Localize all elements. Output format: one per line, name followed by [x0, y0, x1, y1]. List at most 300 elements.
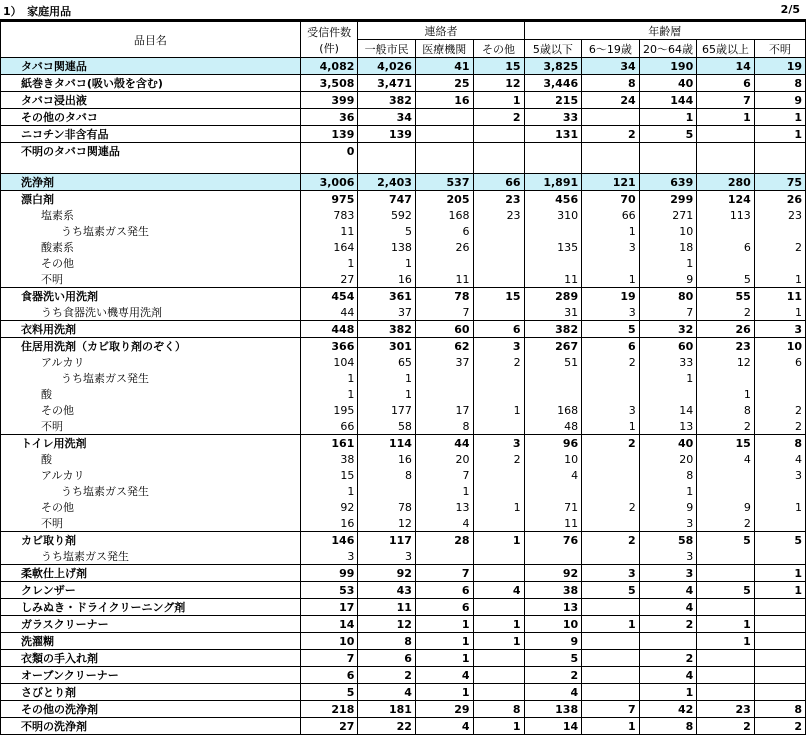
cell-value: 1	[639, 109, 697, 126]
cell-value: 32	[639, 321, 697, 338]
cell-value: 104	[300, 354, 358, 370]
cell-value: 8	[754, 75, 805, 92]
cell-value: 1	[473, 616, 524, 633]
cell-value: 16	[358, 451, 416, 467]
cell-value: 2	[697, 304, 755, 321]
cell-value: 26	[754, 191, 805, 208]
cell-value: 1	[300, 255, 358, 271]
cell-value: 1	[697, 633, 755, 650]
cell-value: 1	[415, 616, 473, 633]
row-item-name: 食器洗い用洗剤	[1, 288, 301, 305]
cell-value: 44	[415, 435, 473, 452]
cell-value: 96	[524, 435, 582, 452]
cell-value: 138	[524, 701, 582, 718]
cell-value: 1	[639, 255, 697, 271]
cell-value: 280	[697, 174, 755, 191]
cell-value: 10	[754, 338, 805, 355]
table-row	[1, 667, 806, 684]
cell-value: 43	[358, 582, 416, 599]
cell-value: 3	[300, 548, 358, 565]
cell-value: 2	[639, 616, 697, 633]
table-row	[1, 288, 806, 305]
cell-value: 9	[524, 633, 582, 650]
cell-value: 8	[582, 75, 640, 92]
cell-value	[415, 386, 473, 402]
cell-value	[415, 109, 473, 126]
cell-value: 114	[358, 435, 416, 452]
statistics-table	[0, 21, 806, 735]
cell-value	[697, 667, 755, 684]
cell-value: 8	[639, 467, 697, 483]
cell-value	[524, 548, 582, 565]
cell-value: 16	[358, 271, 416, 288]
cell-value: 23	[697, 701, 755, 718]
cell-value: 3	[473, 435, 524, 452]
cell-value: 4,026	[358, 58, 416, 75]
cell-value	[582, 109, 640, 126]
cell-value: 15	[473, 58, 524, 75]
table-row	[1, 650, 806, 667]
cell-value: 1	[415, 650, 473, 667]
received-count-label: 受信件数	[307, 25, 352, 39]
cell-value: 3	[754, 467, 805, 483]
cell-value: 66	[473, 174, 524, 191]
cell-value: 78	[358, 499, 416, 515]
cell-value	[582, 386, 640, 402]
cell-value	[582, 548, 640, 565]
row-item-name: さびとり剤	[1, 684, 301, 701]
cell-value	[754, 386, 805, 402]
cell-value: 12	[697, 354, 755, 370]
cell-value: 135	[524, 239, 582, 255]
cell-value: 41	[415, 58, 473, 75]
cell-value: 15	[697, 435, 755, 452]
cell-value: 22	[358, 718, 416, 735]
cell-value	[582, 370, 640, 386]
cell-value: 9	[639, 499, 697, 515]
cell-value: 24	[582, 92, 640, 109]
cell-value: 146	[300, 532, 358, 549]
cell-value	[639, 633, 697, 650]
cell-value: 131	[524, 126, 582, 143]
cell-value: 3,446	[524, 75, 582, 92]
row-item-name: タバコ関連品	[1, 58, 301, 75]
table-row	[1, 92, 806, 109]
cell-value: 2	[754, 718, 805, 735]
table-row	[1, 451, 806, 467]
cell-value: 1	[415, 483, 473, 499]
cell-value: 1	[697, 616, 755, 633]
cell-value: 3	[639, 565, 697, 582]
cell-value: 53	[300, 582, 358, 599]
cell-value: 3,825	[524, 58, 582, 75]
table-row	[1, 402, 806, 418]
cell-value: 1	[697, 109, 755, 126]
cell-value: 9	[697, 499, 755, 515]
cell-value: 12	[473, 75, 524, 92]
table-row	[1, 418, 806, 435]
cell-value	[754, 599, 805, 616]
cell-value: 36	[300, 109, 358, 126]
cell-value: 382	[524, 321, 582, 338]
cell-value	[697, 467, 755, 483]
cell-value	[415, 143, 473, 160]
cell-value: 33	[524, 109, 582, 126]
cell-value: 8	[639, 718, 697, 735]
table-row	[1, 159, 806, 174]
cell-value: 299	[639, 191, 697, 208]
cell-value: 78	[415, 288, 473, 305]
cell-value: 1	[415, 684, 473, 701]
cell-value	[473, 548, 524, 565]
row-item-name: その他	[1, 499, 301, 515]
cell-value: 38	[524, 582, 582, 599]
cell-value: 4	[473, 582, 524, 599]
row-item-name: アルカリ	[1, 467, 301, 483]
cell-value: 6	[415, 582, 473, 599]
cell-value: 177	[358, 402, 416, 418]
cell-value	[473, 565, 524, 582]
cell-value: 6	[358, 650, 416, 667]
table-row	[1, 599, 806, 616]
cell-value: 48	[524, 418, 582, 435]
cell-value: 17	[300, 599, 358, 616]
col-group-contact: 連絡者	[358, 22, 524, 40]
cell-value: 11	[415, 271, 473, 288]
cell-value: 0	[300, 143, 358, 160]
cell-value: 71	[524, 499, 582, 515]
cell-value: 2	[639, 650, 697, 667]
row-item-name: 不明	[1, 515, 301, 532]
cell-value: 8	[697, 402, 755, 418]
cell-value	[754, 483, 805, 499]
cell-value	[473, 239, 524, 255]
cell-value: 7	[415, 565, 473, 582]
cell-value: 23	[473, 191, 524, 208]
cell-value	[697, 126, 755, 143]
cell-value	[473, 271, 524, 288]
table-row	[1, 701, 806, 718]
cell-value	[754, 667, 805, 684]
cell-value	[754, 548, 805, 565]
category-row	[1, 174, 806, 191]
cell-value: 1	[358, 255, 416, 271]
cell-value: 6	[415, 223, 473, 239]
row-item-name: 酸	[1, 386, 301, 402]
cell-value: 1	[582, 418, 640, 435]
table-row	[1, 109, 806, 126]
table-row	[1, 633, 806, 650]
cell-value	[473, 667, 524, 684]
cell-value	[358, 159, 416, 174]
cell-value: 15	[300, 467, 358, 483]
table-row	[1, 304, 806, 321]
cell-value: 6	[415, 599, 473, 616]
cell-value: 1	[754, 499, 805, 515]
cell-value: 1	[582, 271, 640, 288]
cell-value: 3	[639, 515, 697, 532]
category-row	[1, 58, 806, 75]
cell-value: 8	[358, 633, 416, 650]
cell-value: 3	[582, 239, 640, 255]
cell-value	[697, 223, 755, 239]
cell-value: 40	[639, 75, 697, 92]
table-row	[1, 483, 806, 499]
cell-value: 5	[524, 650, 582, 667]
page-number: 2/5	[780, 3, 800, 16]
cell-value: 366	[300, 338, 358, 355]
cell-value: 3,508	[300, 75, 358, 92]
cell-value	[473, 684, 524, 701]
cell-value	[524, 159, 582, 174]
cell-value: 11	[754, 288, 805, 305]
cell-value: 4	[697, 451, 755, 467]
row-item-name: 洗濯糊	[1, 633, 301, 650]
cell-value	[582, 143, 640, 160]
table-body	[1, 58, 806, 735]
cell-value: 1	[473, 402, 524, 418]
table-row	[1, 684, 806, 701]
cell-value: 12	[358, 616, 416, 633]
cell-value	[582, 483, 640, 499]
cell-value	[754, 159, 805, 174]
col-header-age-under5: 5歳以下	[524, 40, 582, 58]
cell-value: 1	[697, 386, 755, 402]
cell-value: 66	[582, 207, 640, 223]
cell-value: 5	[582, 321, 640, 338]
col-header-medical: 医療機関	[415, 40, 473, 58]
cell-value: 639	[639, 174, 697, 191]
cell-value: 138	[358, 239, 416, 255]
cell-value: 1	[754, 565, 805, 582]
cell-value: 2	[754, 239, 805, 255]
table-row	[1, 616, 806, 633]
table-row	[1, 386, 806, 402]
received-count-unit: (件)	[319, 41, 339, 55]
cell-value: 1	[473, 633, 524, 650]
cell-value: 12	[358, 515, 416, 532]
row-item-name: うち塩素ガス発生	[1, 223, 301, 239]
table-row	[1, 370, 806, 386]
cell-value: 1	[582, 223, 640, 239]
cell-value	[473, 223, 524, 239]
cell-value	[582, 667, 640, 684]
cell-value: 27	[300, 718, 358, 735]
cell-value: 10	[300, 633, 358, 650]
cell-value: 8	[754, 435, 805, 452]
cell-value: 37	[358, 304, 416, 321]
cell-value	[639, 159, 697, 174]
table-row	[1, 354, 806, 370]
cell-value	[754, 370, 805, 386]
cell-value: 289	[524, 288, 582, 305]
row-item-name: うち食器洗い機専用洗剤	[1, 304, 301, 321]
cell-value: 5	[582, 582, 640, 599]
cell-value: 1	[582, 718, 640, 735]
cell-value	[754, 143, 805, 160]
cell-value: 4	[754, 451, 805, 467]
cell-value	[582, 159, 640, 174]
row-item-name: 不明の洗浄剤	[1, 718, 301, 735]
col-header-item-name: 品目名	[1, 22, 301, 58]
cell-value: 9	[754, 92, 805, 109]
cell-value: 8	[415, 418, 473, 435]
cell-value	[582, 633, 640, 650]
table-row	[1, 207, 806, 223]
cell-value: 301	[358, 338, 416, 355]
cell-value: 1	[358, 386, 416, 402]
cell-value: 4	[524, 684, 582, 701]
cell-value: 218	[300, 701, 358, 718]
table-row	[1, 515, 806, 532]
cell-value: 5	[639, 126, 697, 143]
cell-value: 34	[358, 109, 416, 126]
cell-value: 51	[524, 354, 582, 370]
cell-value: 448	[300, 321, 358, 338]
cell-value: 80	[639, 288, 697, 305]
cell-value: 6	[582, 338, 640, 355]
table-row	[1, 75, 806, 92]
cell-value: 454	[300, 288, 358, 305]
cell-value: 2	[697, 418, 755, 435]
cell-value: 1	[754, 109, 805, 126]
cell-value: 10	[524, 451, 582, 467]
table-row	[1, 255, 806, 271]
cell-value	[754, 255, 805, 271]
cell-value	[582, 255, 640, 271]
cell-value: 60	[415, 321, 473, 338]
cell-value	[415, 548, 473, 565]
cell-value	[473, 515, 524, 532]
cell-value: 4	[415, 718, 473, 735]
cell-value: 75	[754, 174, 805, 191]
cell-value: 11	[524, 271, 582, 288]
cell-value: 10	[639, 223, 697, 239]
cell-value: 44	[300, 304, 358, 321]
cell-value: 6	[697, 239, 755, 255]
row-item-name: オーブンクリーナー	[1, 667, 301, 684]
cell-value: 117	[358, 532, 416, 549]
cell-value: 23	[754, 207, 805, 223]
row-item-name: 不明	[1, 418, 301, 435]
cell-value: 5	[754, 532, 805, 549]
cell-value: 60	[639, 338, 697, 355]
cell-value	[582, 650, 640, 667]
cell-value	[524, 483, 582, 499]
cell-value: 164	[300, 239, 358, 255]
row-item-name: カビ取り剤	[1, 532, 301, 549]
cell-value: 2	[697, 718, 755, 735]
cell-value: 7	[697, 92, 755, 109]
cell-value	[358, 483, 416, 499]
cell-value: 25	[415, 75, 473, 92]
cell-value: 28	[415, 532, 473, 549]
cell-value: 5	[300, 684, 358, 701]
table-row	[1, 143, 806, 160]
cell-value	[754, 223, 805, 239]
cell-value: 215	[524, 92, 582, 109]
cell-value: 31	[524, 304, 582, 321]
cell-value: 1	[639, 684, 697, 701]
cell-value	[582, 599, 640, 616]
cell-value: 190	[639, 58, 697, 75]
cell-value: 4	[639, 582, 697, 599]
row-item-name: アルカリ	[1, 354, 301, 370]
cell-value	[524, 370, 582, 386]
cell-value: 1	[473, 499, 524, 515]
cell-value: 1	[754, 126, 805, 143]
row-item-name: 衣料用洗剤	[1, 321, 301, 338]
cell-value: 4	[639, 599, 697, 616]
cell-value: 3	[582, 304, 640, 321]
cell-value: 4	[639, 667, 697, 684]
cell-value: 37	[415, 354, 473, 370]
cell-value: 1	[754, 304, 805, 321]
cell-value	[473, 143, 524, 160]
table-row	[1, 467, 806, 483]
cell-value: 2	[358, 667, 416, 684]
cell-value: 7	[415, 467, 473, 483]
row-item-name: 酸	[1, 451, 301, 467]
cell-value: 2	[524, 667, 582, 684]
cell-value: 7	[582, 701, 640, 718]
table-row	[1, 548, 806, 565]
cell-value: 6	[300, 667, 358, 684]
col-header-age-unknown: 不明	[754, 40, 805, 58]
cell-value: 58	[358, 418, 416, 435]
row-item-name: 不明	[1, 271, 301, 288]
cell-value	[639, 386, 697, 402]
cell-value: 2	[473, 354, 524, 370]
cell-value: 5	[697, 271, 755, 288]
cell-value: 62	[415, 338, 473, 355]
cell-value: 2	[473, 451, 524, 467]
cell-value: 13	[639, 418, 697, 435]
cell-value	[582, 467, 640, 483]
cell-value: 1	[300, 386, 358, 402]
cell-value	[473, 483, 524, 499]
cell-value: 13	[524, 599, 582, 616]
cell-value: 6	[473, 321, 524, 338]
cell-value	[697, 143, 755, 160]
cell-value	[582, 515, 640, 532]
cell-value: 139	[300, 126, 358, 143]
cell-value: 55	[697, 288, 755, 305]
cell-value: 7	[415, 304, 473, 321]
cell-value	[754, 633, 805, 650]
cell-value	[415, 370, 473, 386]
cell-value: 2	[697, 515, 755, 532]
cell-value: 5	[358, 223, 416, 239]
cell-value: 92	[358, 565, 416, 582]
cell-value	[697, 599, 755, 616]
cell-value: 195	[300, 402, 358, 418]
col-header-general-public: 一般市民	[358, 40, 416, 58]
row-item-name: 柔軟仕上げ剤	[1, 565, 301, 582]
cell-value: 399	[300, 92, 358, 109]
cell-value: 14	[524, 718, 582, 735]
cell-value	[697, 159, 755, 174]
cell-value: 139	[358, 126, 416, 143]
cell-value: 92	[300, 499, 358, 515]
cell-value: 58	[639, 532, 697, 549]
table-row	[1, 582, 806, 599]
cell-value: 205	[415, 191, 473, 208]
cell-value: 181	[358, 701, 416, 718]
row-item-name: うち塩素ガス発生	[1, 548, 301, 565]
cell-value: 5	[697, 582, 755, 599]
table-row	[1, 338, 806, 355]
